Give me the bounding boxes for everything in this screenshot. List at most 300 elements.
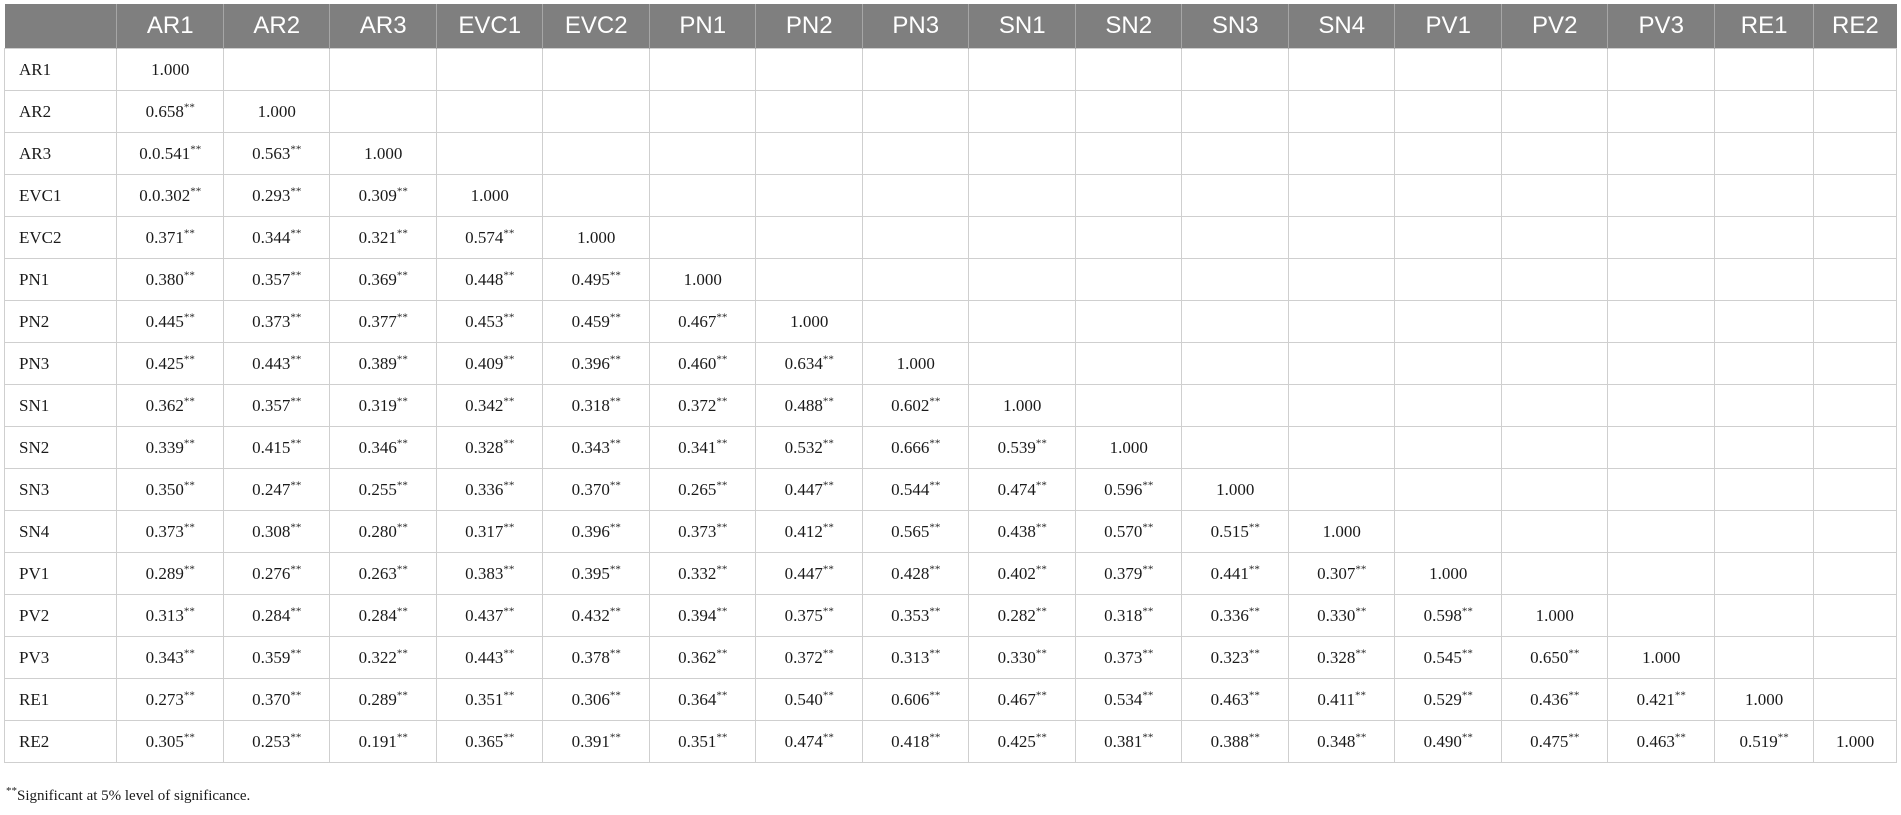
empty-cell xyxy=(1075,49,1182,91)
correlation-table-container xyxy=(4,4,1897,763)
correlation-cell: 0.280** xyxy=(330,511,437,553)
correlation-cell: 1.000 xyxy=(1714,679,1813,721)
row-label-pv3: PV3 xyxy=(5,637,117,679)
correlation-cell: 0.343** xyxy=(117,637,224,679)
empty-cell xyxy=(862,91,969,133)
empty-cell xyxy=(1814,679,1897,721)
correlation-cell: 0.409** xyxy=(436,343,543,385)
correlation-cell: 0.343** xyxy=(543,427,650,469)
significance-note xyxy=(6,785,251,805)
empty-cell xyxy=(649,217,756,259)
correlation-cell: 0.463** xyxy=(1182,679,1289,721)
correlation-cell: 0.602** xyxy=(862,385,969,427)
empty-cell xyxy=(1501,49,1608,91)
empty-cell xyxy=(1395,49,1502,91)
correlation-cell: 0.411** xyxy=(1288,679,1395,721)
correlation-table xyxy=(4,4,1897,763)
empty-cell xyxy=(1288,427,1395,469)
correlation-cell: 0.265** xyxy=(649,469,756,511)
empty-cell xyxy=(756,175,863,217)
empty-cell xyxy=(1714,637,1813,679)
correlation-cell: 0.332** xyxy=(649,553,756,595)
empty-cell xyxy=(1182,427,1289,469)
empty-cell xyxy=(1814,259,1897,301)
empty-cell xyxy=(1075,133,1182,175)
empty-cell xyxy=(1182,217,1289,259)
correlation-cell: 0.570** xyxy=(1075,511,1182,553)
empty-cell xyxy=(1395,511,1502,553)
correlation-cell: 0.370** xyxy=(543,469,650,511)
correlation-cell: 1.000 xyxy=(1501,595,1608,637)
correlation-cell: 0.383** xyxy=(436,553,543,595)
empty-cell xyxy=(649,91,756,133)
correlation-cell: 0.459** xyxy=(543,301,650,343)
empty-cell xyxy=(969,301,1076,343)
row-label-sn1: SN1 xyxy=(5,385,117,427)
correlation-cell: 0.441** xyxy=(1182,553,1289,595)
correlation-cell: 1.000 xyxy=(1608,637,1715,679)
correlation-cell: 0.467** xyxy=(649,301,756,343)
column-header-re2: RE2 xyxy=(1814,4,1897,49)
row-label-re1: RE1 xyxy=(5,679,117,721)
empty-cell xyxy=(1608,469,1715,511)
correlation-cell: 0.447** xyxy=(756,553,863,595)
empty-cell xyxy=(1814,427,1897,469)
empty-cell xyxy=(1714,343,1813,385)
correlation-cell: 0.362** xyxy=(117,385,224,427)
correlation-cell: 0.666** xyxy=(862,427,969,469)
empty-cell xyxy=(1714,553,1813,595)
correlation-cell: 0.289** xyxy=(117,553,224,595)
correlation-cell: 0.336** xyxy=(1182,595,1289,637)
table-row xyxy=(5,427,1897,469)
table-row xyxy=(5,259,1897,301)
row-label-sn2: SN2 xyxy=(5,427,117,469)
row-label-ar1: AR1 xyxy=(5,49,117,91)
correlation-cell: 0.0.302** xyxy=(117,175,224,217)
table-row xyxy=(5,469,1897,511)
empty-cell xyxy=(862,175,969,217)
empty-cell xyxy=(1608,259,1715,301)
correlation-cell: 0.353** xyxy=(862,595,969,637)
row-label-evc2: EVC2 xyxy=(5,217,117,259)
correlation-cell: 0.425** xyxy=(117,343,224,385)
correlation-cell: 1.000 xyxy=(969,385,1076,427)
row-label-pv2: PV2 xyxy=(5,595,117,637)
empty-cell xyxy=(1288,343,1395,385)
correlation-cell: 0.351** xyxy=(436,679,543,721)
correlation-cell: 0.328** xyxy=(436,427,543,469)
empty-cell xyxy=(1501,91,1608,133)
empty-cell xyxy=(330,91,437,133)
correlation-cell: 0.313** xyxy=(117,595,224,637)
empty-cell xyxy=(1608,301,1715,343)
correlation-cell: 0.273** xyxy=(117,679,224,721)
empty-cell xyxy=(1075,91,1182,133)
empty-cell xyxy=(1608,595,1715,637)
empty-cell xyxy=(1075,343,1182,385)
empty-cell xyxy=(1288,49,1395,91)
empty-cell xyxy=(1395,217,1502,259)
empty-cell xyxy=(649,133,756,175)
empty-cell xyxy=(1075,301,1182,343)
correlation-cell: 0.445** xyxy=(117,301,224,343)
correlation-cell: 1.000 xyxy=(862,343,969,385)
correlation-cell: 0.253** xyxy=(223,721,330,763)
empty-cell xyxy=(862,259,969,301)
empty-cell xyxy=(1501,175,1608,217)
correlation-cell: 0.467** xyxy=(969,679,1076,721)
column-header-sn3: SN3 xyxy=(1182,4,1289,49)
empty-cell xyxy=(1182,343,1289,385)
table-row xyxy=(5,91,1897,133)
empty-cell xyxy=(1608,217,1715,259)
correlation-cell: 0.321** xyxy=(330,217,437,259)
table-row xyxy=(5,553,1897,595)
correlation-cell: 0.534** xyxy=(1075,679,1182,721)
empty-cell xyxy=(1608,91,1715,133)
correlation-cell: 0.313** xyxy=(862,637,969,679)
correlation-cell: 0.490** xyxy=(1395,721,1502,763)
correlation-cell: 0.348** xyxy=(1288,721,1395,763)
correlation-cell: 0.418** xyxy=(862,721,969,763)
empty-cell xyxy=(1814,301,1897,343)
correlation-cell: 0.540** xyxy=(756,679,863,721)
empty-cell xyxy=(1182,49,1289,91)
empty-cell xyxy=(1075,259,1182,301)
empty-cell xyxy=(1608,133,1715,175)
correlation-cell: 0.191** xyxy=(330,721,437,763)
correlation-cell: 0.379** xyxy=(1075,553,1182,595)
table-row xyxy=(5,175,1897,217)
row-label-pn1: PN1 xyxy=(5,259,117,301)
correlation-cell: 0.574** xyxy=(436,217,543,259)
correlation-cell: 0.305** xyxy=(117,721,224,763)
correlation-cell: 0.307** xyxy=(1288,553,1395,595)
row-label-pv1: PV1 xyxy=(5,553,117,595)
empty-cell xyxy=(1814,49,1897,91)
table-row xyxy=(5,49,1897,91)
correlation-cell: 0.263** xyxy=(330,553,437,595)
empty-cell xyxy=(543,175,650,217)
correlation-cell: 0.0.541** xyxy=(117,133,224,175)
correlation-cell: 0.330** xyxy=(969,637,1076,679)
empty-cell xyxy=(1501,511,1608,553)
empty-cell xyxy=(1288,469,1395,511)
row-label-ar2: AR2 xyxy=(5,91,117,133)
column-header-evc2: EVC2 xyxy=(543,4,650,49)
correlation-cell: 0.402** xyxy=(969,553,1076,595)
correlation-cell: 0.282** xyxy=(969,595,1076,637)
table-body xyxy=(5,49,1897,763)
correlation-cell: 0.519** xyxy=(1714,721,1813,763)
correlation-cell: 0.436** xyxy=(1501,679,1608,721)
correlation-cell: 0.276** xyxy=(223,553,330,595)
correlation-cell: 1.000 xyxy=(649,259,756,301)
empty-cell xyxy=(1501,301,1608,343)
empty-cell xyxy=(1608,385,1715,427)
empty-cell xyxy=(1501,553,1608,595)
correlation-cell: 0.342** xyxy=(436,385,543,427)
correlation-cell: 0.289** xyxy=(330,679,437,721)
correlation-cell: 0.488** xyxy=(756,385,863,427)
correlation-cell: 0.373** xyxy=(649,511,756,553)
empty-cell xyxy=(969,175,1076,217)
column-header-ar2: AR2 xyxy=(223,4,330,49)
correlation-cell: 0.255** xyxy=(330,469,437,511)
correlation-cell: 0.396** xyxy=(543,343,650,385)
empty-cell xyxy=(969,49,1076,91)
correlation-cell: 1.000 xyxy=(1814,721,1897,763)
empty-cell xyxy=(1182,91,1289,133)
empty-cell xyxy=(1501,217,1608,259)
empty-cell xyxy=(1395,301,1502,343)
empty-cell xyxy=(1075,175,1182,217)
empty-cell xyxy=(1182,385,1289,427)
empty-cell xyxy=(1814,385,1897,427)
empty-cell xyxy=(969,343,1076,385)
correlation-cell: 0.372** xyxy=(649,385,756,427)
empty-cell xyxy=(756,217,863,259)
empty-cell xyxy=(969,133,1076,175)
correlation-cell: 0.284** xyxy=(330,595,437,637)
correlation-cell: 0.539** xyxy=(969,427,1076,469)
correlation-cell: 0.463** xyxy=(1608,721,1715,763)
correlation-cell: 1.000 xyxy=(543,217,650,259)
correlation-cell: 0.344** xyxy=(223,217,330,259)
empty-cell xyxy=(223,49,330,91)
empty-cell xyxy=(1395,427,1502,469)
row-label-pn3: PN3 xyxy=(5,343,117,385)
empty-cell xyxy=(436,49,543,91)
correlation-cell: 0.319** xyxy=(330,385,437,427)
row-label-ar3: AR3 xyxy=(5,133,117,175)
correlation-cell: 1.000 xyxy=(1182,469,1289,511)
correlation-cell: 0.389** xyxy=(330,343,437,385)
correlation-cell: 0.432** xyxy=(543,595,650,637)
header-row xyxy=(5,4,1897,49)
correlation-cell: 0.544** xyxy=(862,469,969,511)
correlation-cell: 0.453** xyxy=(436,301,543,343)
empty-cell xyxy=(1182,259,1289,301)
correlation-cell: 0.373** xyxy=(117,511,224,553)
correlation-cell: 0.658** xyxy=(117,91,224,133)
empty-cell xyxy=(1395,133,1502,175)
empty-cell xyxy=(1395,91,1502,133)
correlation-cell: 0.425** xyxy=(969,721,1076,763)
correlation-cell: 0.328** xyxy=(1288,637,1395,679)
correlation-cell: 0.565** xyxy=(862,511,969,553)
correlation-cell: 0.369** xyxy=(330,259,437,301)
empty-cell xyxy=(969,91,1076,133)
empty-cell xyxy=(1395,343,1502,385)
correlation-cell: 0.247** xyxy=(223,469,330,511)
empty-cell xyxy=(1288,91,1395,133)
correlation-cell: 0.381** xyxy=(1075,721,1182,763)
empty-cell xyxy=(1288,301,1395,343)
correlation-cell: 0.443** xyxy=(223,343,330,385)
correlation-cell: 0.650** xyxy=(1501,637,1608,679)
column-header-pn2: PN2 xyxy=(756,4,863,49)
empty-cell xyxy=(1395,385,1502,427)
empty-cell xyxy=(1714,511,1813,553)
correlation-cell: 0.308** xyxy=(223,511,330,553)
empty-cell xyxy=(1814,511,1897,553)
empty-cell xyxy=(1714,427,1813,469)
empty-cell xyxy=(1608,511,1715,553)
empty-cell xyxy=(1608,175,1715,217)
empty-cell xyxy=(1814,175,1897,217)
column-header-sn2: SN2 xyxy=(1075,4,1182,49)
empty-cell xyxy=(1608,343,1715,385)
empty-cell xyxy=(1501,343,1608,385)
column-header-ar3: AR3 xyxy=(330,4,437,49)
correlation-cell: 0.373** xyxy=(1075,637,1182,679)
correlation-cell: 0.394** xyxy=(649,595,756,637)
correlation-cell: 0.598** xyxy=(1395,595,1502,637)
correlation-cell: 1.000 xyxy=(1075,427,1182,469)
note-asterisks: ** xyxy=(6,785,17,797)
correlation-cell: 1.000 xyxy=(1288,511,1395,553)
correlation-cell: 0.391** xyxy=(543,721,650,763)
empty-cell xyxy=(1182,175,1289,217)
correlation-cell: 0.375** xyxy=(756,595,863,637)
correlation-cell: 0.357** xyxy=(223,385,330,427)
column-header-sn4: SN4 xyxy=(1288,4,1395,49)
correlation-cell: 0.532** xyxy=(756,427,863,469)
empty-cell xyxy=(1608,427,1715,469)
correlation-cell: 0.373** xyxy=(223,301,330,343)
table-row xyxy=(5,217,1897,259)
correlation-cell: 0.421** xyxy=(1608,679,1715,721)
correlation-cell: 0.438** xyxy=(969,511,1076,553)
correlation-cell: 0.371** xyxy=(117,217,224,259)
empty-cell xyxy=(543,49,650,91)
empty-cell xyxy=(756,259,863,301)
correlation-cell: 0.596** xyxy=(1075,469,1182,511)
empty-cell xyxy=(1501,385,1608,427)
empty-cell xyxy=(756,49,863,91)
correlation-cell: 0.529** xyxy=(1395,679,1502,721)
correlation-cell: 0.563** xyxy=(223,133,330,175)
empty-cell xyxy=(1714,385,1813,427)
empty-cell xyxy=(1814,217,1897,259)
correlation-cell: 1.000 xyxy=(756,301,863,343)
correlation-cell: 0.412** xyxy=(756,511,863,553)
column-header-ar1: AR1 xyxy=(117,4,224,49)
correlation-cell: 0.380** xyxy=(117,259,224,301)
correlation-cell: 0.339** xyxy=(117,427,224,469)
correlation-cell: 0.357** xyxy=(223,259,330,301)
correlation-cell: 0.346** xyxy=(330,427,437,469)
empty-cell xyxy=(1501,259,1608,301)
correlation-cell: 0.474** xyxy=(969,469,1076,511)
row-label-re2: RE2 xyxy=(5,721,117,763)
row-label-evc1: EVC1 xyxy=(5,175,117,217)
empty-cell xyxy=(436,91,543,133)
empty-cell xyxy=(1714,301,1813,343)
column-header-re1: RE1 xyxy=(1714,4,1813,49)
column-header-sn1: SN1 xyxy=(969,4,1076,49)
column-header-pv2: PV2 xyxy=(1501,4,1608,49)
empty-cell xyxy=(1182,133,1289,175)
empty-cell xyxy=(543,91,650,133)
empty-cell xyxy=(1395,175,1502,217)
table-row xyxy=(5,343,1897,385)
empty-cell xyxy=(1814,637,1897,679)
correlation-cell: 0.293** xyxy=(223,175,330,217)
empty-cell xyxy=(1608,49,1715,91)
correlation-cell: 0.318** xyxy=(1075,595,1182,637)
table-row xyxy=(5,511,1897,553)
correlation-cell: 0.437** xyxy=(436,595,543,637)
correlation-cell: 0.372** xyxy=(756,637,863,679)
correlation-cell: 0.395** xyxy=(543,553,650,595)
correlation-cell: 1.000 xyxy=(223,91,330,133)
empty-cell xyxy=(1288,217,1395,259)
table-row xyxy=(5,385,1897,427)
empty-cell xyxy=(1814,595,1897,637)
correlation-cell: 0.634** xyxy=(756,343,863,385)
column-header-pn1: PN1 xyxy=(649,4,756,49)
correlation-cell: 0.415** xyxy=(223,427,330,469)
empty-cell xyxy=(1395,259,1502,301)
empty-cell xyxy=(756,91,863,133)
correlation-cell: 0.443** xyxy=(436,637,543,679)
empty-cell xyxy=(1814,553,1897,595)
empty-cell xyxy=(1075,385,1182,427)
empty-cell xyxy=(862,49,969,91)
empty-cell xyxy=(862,217,969,259)
correlation-cell: 0.364** xyxy=(649,679,756,721)
correlation-cell: 1.000 xyxy=(436,175,543,217)
correlation-cell: 0.396** xyxy=(543,511,650,553)
empty-cell xyxy=(1714,49,1813,91)
empty-cell xyxy=(862,133,969,175)
row-label-pn2: PN2 xyxy=(5,301,117,343)
empty-cell xyxy=(1608,553,1715,595)
empty-cell xyxy=(1714,133,1813,175)
correlation-cell: 0.365** xyxy=(436,721,543,763)
correlation-cell: 0.323** xyxy=(1182,637,1289,679)
empty-cell xyxy=(969,259,1076,301)
empty-cell xyxy=(1288,385,1395,427)
correlation-cell: 0.377** xyxy=(330,301,437,343)
empty-cell xyxy=(649,49,756,91)
correlation-cell: 0.362** xyxy=(649,637,756,679)
empty-cell xyxy=(1714,469,1813,511)
correlation-cell: 0.370** xyxy=(223,679,330,721)
table-row xyxy=(5,679,1897,721)
correlation-cell: 1.000 xyxy=(1395,553,1502,595)
empty-cell xyxy=(1288,175,1395,217)
correlation-cell: 0.545** xyxy=(1395,637,1502,679)
correlation-cell: 0.474** xyxy=(756,721,863,763)
correlation-cell: 1.000 xyxy=(330,133,437,175)
correlation-cell: 0.495** xyxy=(543,259,650,301)
empty-cell xyxy=(1288,259,1395,301)
correlation-cell: 0.515** xyxy=(1182,511,1289,553)
correlation-cell: 0.351** xyxy=(649,721,756,763)
empty-cell xyxy=(1288,133,1395,175)
table-row xyxy=(5,595,1897,637)
empty-cell xyxy=(330,49,437,91)
correlation-cell: 0.317** xyxy=(436,511,543,553)
column-header-pn3: PN3 xyxy=(862,4,969,49)
correlation-cell: 0.460** xyxy=(649,343,756,385)
correlation-cell: 0.306** xyxy=(543,679,650,721)
row-label-sn3: SN3 xyxy=(5,469,117,511)
